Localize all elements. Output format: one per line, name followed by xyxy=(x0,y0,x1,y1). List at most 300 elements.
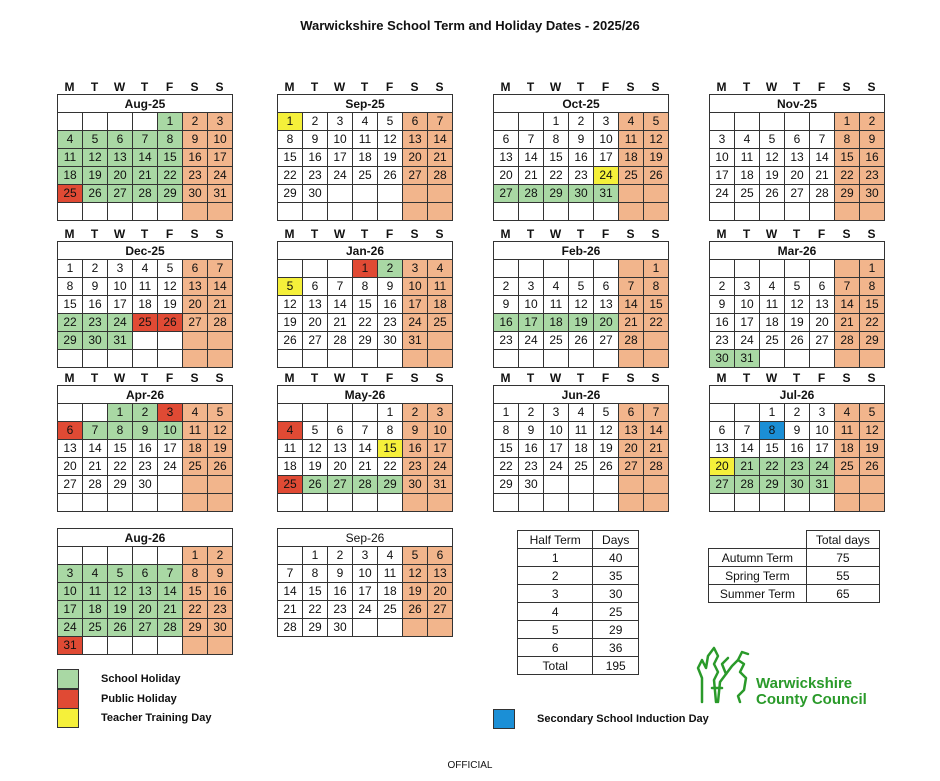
week-row xyxy=(58,494,233,512)
day-cell: 8 xyxy=(108,422,133,440)
day-header: M xyxy=(284,371,295,385)
week-row xyxy=(278,203,453,221)
day-cell: 1 xyxy=(494,404,519,422)
day-cell: 14 xyxy=(278,583,303,601)
day-header: F xyxy=(817,227,826,241)
day-cell: 24 xyxy=(735,332,760,350)
empty-cell xyxy=(544,203,569,221)
empty-cell xyxy=(619,350,644,368)
day-cell: 7 xyxy=(353,422,378,440)
day-cell: 1 xyxy=(278,113,303,131)
day-of-week-header xyxy=(277,371,453,385)
day-cell: 12 xyxy=(158,278,183,296)
day-cell: 18 xyxy=(619,149,644,167)
day-cell: 22 xyxy=(108,458,133,476)
week-row xyxy=(58,422,233,440)
day-header: T xyxy=(360,80,369,94)
month-title: Oct-25 xyxy=(494,95,669,113)
empty-cell xyxy=(353,185,378,203)
week-row xyxy=(278,167,453,185)
day-cell: 26 xyxy=(378,167,403,185)
day-cell: 27 xyxy=(428,601,453,619)
empty-cell xyxy=(810,203,835,221)
week-row xyxy=(710,296,885,314)
month-dec-25 xyxy=(57,227,233,368)
day-cell: 27 xyxy=(403,167,428,185)
week-row xyxy=(58,404,233,422)
week-row xyxy=(710,458,885,476)
week-row xyxy=(58,296,233,314)
day-cell: 8 xyxy=(303,565,328,583)
day-cell: 12 xyxy=(785,296,810,314)
day-cell: 6 xyxy=(183,260,208,278)
month-feb-26 xyxy=(493,227,669,368)
day-cell: 8 xyxy=(183,565,208,583)
day-cell: 7 xyxy=(158,565,183,583)
empty-cell xyxy=(810,113,835,131)
day-cell: 15 xyxy=(183,583,208,601)
week-row xyxy=(494,131,669,149)
day-cell: 18 xyxy=(544,314,569,332)
day-header: S xyxy=(435,227,444,241)
day-header: S xyxy=(215,371,224,385)
week-row xyxy=(710,332,885,350)
week-row xyxy=(494,203,669,221)
empty-cell xyxy=(403,619,428,637)
day-header: M xyxy=(64,371,75,385)
day-header: T xyxy=(90,227,99,241)
day-cell: 22 xyxy=(544,167,569,185)
empty-cell xyxy=(735,404,760,422)
day-header: F xyxy=(385,80,394,94)
day-cell: 17 xyxy=(428,440,453,458)
day-cell: 28 xyxy=(83,476,108,494)
days-header: Days xyxy=(593,531,639,549)
day-header: T xyxy=(310,371,319,385)
week-row xyxy=(58,260,233,278)
day-cell: 30 xyxy=(83,332,108,350)
day-header: T xyxy=(310,80,319,94)
day-cell: 6 xyxy=(108,131,133,149)
day-cell: 21 xyxy=(133,167,158,185)
day-cell: 20 xyxy=(58,458,83,476)
day-cell: 18 xyxy=(428,296,453,314)
day-cell: 27 xyxy=(785,185,810,203)
empty-cell xyxy=(810,260,835,278)
empty-cell xyxy=(108,203,133,221)
day-cell: 21 xyxy=(328,314,353,332)
empty-cell xyxy=(428,332,453,350)
day-header: S xyxy=(190,227,199,241)
empty-cell xyxy=(133,332,158,350)
day-header: T xyxy=(576,227,585,241)
day-cell: 23 xyxy=(183,167,208,185)
day-cell: 12 xyxy=(378,131,403,149)
empty-cell xyxy=(58,113,83,131)
day-cell: 6 xyxy=(619,404,644,422)
day-cell: 16 xyxy=(860,149,885,167)
day-cell: 15 xyxy=(158,149,183,167)
day-cell: 22 xyxy=(835,167,860,185)
empty-cell xyxy=(83,404,108,422)
week-row xyxy=(278,113,453,131)
day-cell: 27 xyxy=(328,476,353,494)
day-cell: 9 xyxy=(378,278,403,296)
month-title: Jan-26 xyxy=(278,242,453,260)
day-cell: 5 xyxy=(378,113,403,131)
week-row xyxy=(58,619,233,637)
day-header: W xyxy=(765,80,778,94)
day-cell: 11 xyxy=(835,422,860,440)
empty-cell xyxy=(785,113,810,131)
day-cell: 30 xyxy=(328,619,353,637)
empty-cell xyxy=(353,203,378,221)
day-cell: 23 xyxy=(403,458,428,476)
day-cell: 15 xyxy=(278,149,303,167)
week-row xyxy=(58,547,233,565)
day-cell: 27 xyxy=(133,619,158,637)
day-cell: 10 xyxy=(353,565,378,583)
day-cell: 30 xyxy=(403,476,428,494)
day-header: T xyxy=(792,80,801,94)
day-cell: 22 xyxy=(644,314,669,332)
day-cell: 10 xyxy=(710,149,735,167)
day-cell: 30 xyxy=(133,476,158,494)
empty-cell xyxy=(594,260,619,278)
day-cell: 7 xyxy=(835,278,860,296)
day-header: M xyxy=(500,80,511,94)
day-cell: 22 xyxy=(760,458,785,476)
day-cell: 2 xyxy=(83,260,108,278)
day-header: S xyxy=(435,371,444,385)
empty-cell xyxy=(735,260,760,278)
empty-cell xyxy=(303,404,328,422)
day-cell: 3 xyxy=(519,278,544,296)
day-cell: 18 xyxy=(378,583,403,601)
day-cell: 20 xyxy=(810,314,835,332)
day-cell: 3 xyxy=(58,565,83,583)
month-title: Feb-26 xyxy=(494,242,669,260)
day-cell: 2 xyxy=(785,404,810,422)
day-cell: 15 xyxy=(58,296,83,314)
empty-cell xyxy=(183,637,208,655)
month-sep-25 xyxy=(277,80,453,221)
day-cell: 28 xyxy=(644,458,669,476)
day-cell: 9 xyxy=(710,296,735,314)
day-header: S xyxy=(842,227,851,241)
day-cell: 25 xyxy=(760,332,785,350)
day-cell: 20 xyxy=(710,458,735,476)
week-row xyxy=(494,494,669,512)
day-cell: 12 xyxy=(83,149,108,167)
empty-cell xyxy=(594,350,619,368)
week-row xyxy=(278,404,453,422)
legend-teacher-training: Teacher Training Day xyxy=(57,708,211,728)
day-cell: 8 xyxy=(353,278,378,296)
week-row xyxy=(278,601,453,619)
week-row xyxy=(58,278,233,296)
empty-cell xyxy=(403,494,428,512)
day-cell: 18 xyxy=(278,458,303,476)
month-title: Aug-25 xyxy=(58,95,233,113)
week-row xyxy=(58,314,233,332)
empty-cell xyxy=(278,203,303,221)
day-of-week-header xyxy=(709,227,885,241)
day-header: T xyxy=(360,227,369,241)
day-cell: 19 xyxy=(108,601,133,619)
day-header: T xyxy=(526,80,535,94)
day-cell: 20 xyxy=(328,458,353,476)
empty-cell xyxy=(428,619,453,637)
day-cell: 30 xyxy=(860,185,885,203)
empty-cell xyxy=(353,350,378,368)
empty-cell xyxy=(644,476,669,494)
day-cell: 10 xyxy=(594,131,619,149)
day-cell: 26 xyxy=(303,476,328,494)
day-cell: 28 xyxy=(835,332,860,350)
day-cell: 12 xyxy=(403,565,428,583)
empty-cell xyxy=(303,494,328,512)
day-cell: 7 xyxy=(519,131,544,149)
empty-cell xyxy=(353,494,378,512)
empty-cell xyxy=(544,494,569,512)
day-cell: 31 xyxy=(108,332,133,350)
week-row xyxy=(278,350,453,368)
day-cell: 3 xyxy=(328,113,353,131)
day-cell: 14 xyxy=(353,440,378,458)
day-header: F xyxy=(165,371,174,385)
day-cell: 1 xyxy=(760,404,785,422)
day-cell: 2 xyxy=(303,113,328,131)
empty-cell xyxy=(403,350,428,368)
day-cell: 8 xyxy=(278,131,303,149)
day-header: W xyxy=(333,371,346,385)
day-cell: 6 xyxy=(710,422,735,440)
day-cell: 17 xyxy=(328,149,353,167)
day-cell: 13 xyxy=(494,149,519,167)
empty-cell xyxy=(328,350,353,368)
day-header: S xyxy=(215,227,224,241)
day-cell: 14 xyxy=(644,422,669,440)
day-cell: 6 xyxy=(594,278,619,296)
week-row xyxy=(278,314,453,332)
day-cell: 30 xyxy=(208,619,233,637)
day-cell: 22 xyxy=(353,314,378,332)
day-cell: 31 xyxy=(735,350,760,368)
day-cell: 15 xyxy=(835,149,860,167)
empty-cell xyxy=(594,494,619,512)
day-cell: 17 xyxy=(519,314,544,332)
day-header: S xyxy=(626,227,635,241)
table-row: 2 35 xyxy=(518,567,639,585)
day-cell: 19 xyxy=(303,458,328,476)
day-cell: 11 xyxy=(183,422,208,440)
day-cell: 31 xyxy=(594,185,619,203)
day-header: S xyxy=(842,371,851,385)
day-cell: 2 xyxy=(183,113,208,131)
day-cell: 5 xyxy=(569,278,594,296)
day-header: T xyxy=(360,371,369,385)
empty-cell xyxy=(328,494,353,512)
day-cell: 11 xyxy=(353,131,378,149)
day-cell: 31 xyxy=(428,476,453,494)
week-row xyxy=(58,185,233,203)
day-cell: 13 xyxy=(183,278,208,296)
day-cell: 4 xyxy=(278,422,303,440)
week-row xyxy=(278,619,453,637)
day-cell: 30 xyxy=(303,185,328,203)
week-row xyxy=(278,422,453,440)
day-cell: 5 xyxy=(785,278,810,296)
logo-text: Warwickshire County Council xyxy=(756,675,867,708)
day-cell: 10 xyxy=(208,131,233,149)
day-cell: 23 xyxy=(83,314,108,332)
empty-cell xyxy=(83,494,108,512)
empty-cell xyxy=(83,113,108,131)
day-cell: 1 xyxy=(108,404,133,422)
day-cell: 25 xyxy=(133,314,158,332)
day-cell: 2 xyxy=(378,260,403,278)
day-cell: 2 xyxy=(710,278,735,296)
day-cell: 31 xyxy=(58,637,83,655)
empty-cell xyxy=(83,350,108,368)
day-cell: 4 xyxy=(428,260,453,278)
legend-school-holiday: School Holiday xyxy=(57,669,180,689)
week-row xyxy=(710,404,885,422)
week-row xyxy=(710,314,885,332)
month-jun-26 xyxy=(493,371,669,512)
day-header: W xyxy=(333,227,346,241)
day-cell: 5 xyxy=(83,131,108,149)
day-cell: 21 xyxy=(644,440,669,458)
day-cell: 11 xyxy=(58,149,83,167)
day-cell: 27 xyxy=(810,332,835,350)
day-cell: 28 xyxy=(519,185,544,203)
month-title: Sep-25 xyxy=(278,95,453,113)
week-row xyxy=(58,350,233,368)
day-cell: 30 xyxy=(378,332,403,350)
day-cell: 14 xyxy=(208,278,233,296)
empty-cell xyxy=(760,113,785,131)
table-row: Spring Term 55 xyxy=(709,567,880,585)
empty-cell xyxy=(328,404,353,422)
month-title: May-26 xyxy=(278,386,453,404)
day-cell: 6 xyxy=(810,278,835,296)
day-cell: 31 xyxy=(810,476,835,494)
week-row xyxy=(278,494,453,512)
week-row xyxy=(710,260,885,278)
empty-cell xyxy=(208,476,233,494)
empty-cell xyxy=(208,332,233,350)
week-row xyxy=(494,422,669,440)
day-cell: 20 xyxy=(133,601,158,619)
day-cell: 15 xyxy=(494,440,519,458)
day-cell: 25 xyxy=(619,167,644,185)
empty-cell xyxy=(83,203,108,221)
day-cell: 11 xyxy=(83,583,108,601)
empty-cell xyxy=(710,494,735,512)
day-cell: 7 xyxy=(133,131,158,149)
day-cell: 6 xyxy=(58,422,83,440)
day-cell: 24 xyxy=(158,458,183,476)
empty-cell xyxy=(278,260,303,278)
empty-cell xyxy=(183,332,208,350)
empty-cell xyxy=(644,203,669,221)
empty-cell xyxy=(158,547,183,565)
day-cell: 25 xyxy=(428,314,453,332)
day-cell: 11 xyxy=(544,296,569,314)
day-cell: 26 xyxy=(644,167,669,185)
day-cell: 28 xyxy=(353,476,378,494)
day-cell: 17 xyxy=(158,440,183,458)
day-cell: 27 xyxy=(594,332,619,350)
empty-cell xyxy=(494,260,519,278)
day-cell: 14 xyxy=(428,131,453,149)
day-cell: 1 xyxy=(58,260,83,278)
day-cell: 24 xyxy=(328,167,353,185)
day-cell: 27 xyxy=(108,185,133,203)
empty-cell xyxy=(158,332,183,350)
empty-cell xyxy=(58,494,83,512)
empty-cell xyxy=(619,203,644,221)
day-cell: 20 xyxy=(785,167,810,185)
empty-cell xyxy=(378,494,403,512)
table-row: 1 40 xyxy=(518,549,639,567)
week-row xyxy=(58,440,233,458)
day-header: M xyxy=(716,371,727,385)
day-cell: 10 xyxy=(158,422,183,440)
empty-cell xyxy=(710,260,735,278)
day-cell: 3 xyxy=(810,404,835,422)
day-cell: 27 xyxy=(494,185,519,203)
empty-cell xyxy=(158,476,183,494)
day-cell: 3 xyxy=(544,404,569,422)
day-header: M xyxy=(284,80,295,94)
day-header: W xyxy=(333,80,346,94)
day-cell: 28 xyxy=(735,476,760,494)
empty-cell xyxy=(619,185,644,203)
month-title: Jun-26 xyxy=(494,386,669,404)
table-row: 4 25 xyxy=(518,603,639,621)
day-cell: 22 xyxy=(58,314,83,332)
day-cell: 19 xyxy=(569,314,594,332)
day-cell: 25 xyxy=(183,458,208,476)
day-cell: 19 xyxy=(158,296,183,314)
empty-cell xyxy=(494,494,519,512)
day-cell: 18 xyxy=(183,440,208,458)
day-cell: 20 xyxy=(594,314,619,332)
day-cell: 12 xyxy=(569,296,594,314)
day-cell: 27 xyxy=(58,476,83,494)
empty-cell xyxy=(644,185,669,203)
day-cell: 14 xyxy=(619,296,644,314)
day-cell: 23 xyxy=(494,332,519,350)
empty-cell xyxy=(494,113,519,131)
day-cell: 8 xyxy=(644,278,669,296)
table-row xyxy=(518,657,639,675)
empty-cell xyxy=(785,494,810,512)
day-cell: 11 xyxy=(428,278,453,296)
week-row xyxy=(494,260,669,278)
day-cell: 2 xyxy=(519,404,544,422)
day-cell: 26 xyxy=(83,185,108,203)
day-header: S xyxy=(435,80,444,94)
day-cell: 3 xyxy=(353,547,378,565)
day-cell: 23 xyxy=(710,332,735,350)
day-cell: 10 xyxy=(328,131,353,149)
day-cell: 27 xyxy=(710,476,735,494)
day-cell: 20 xyxy=(303,314,328,332)
